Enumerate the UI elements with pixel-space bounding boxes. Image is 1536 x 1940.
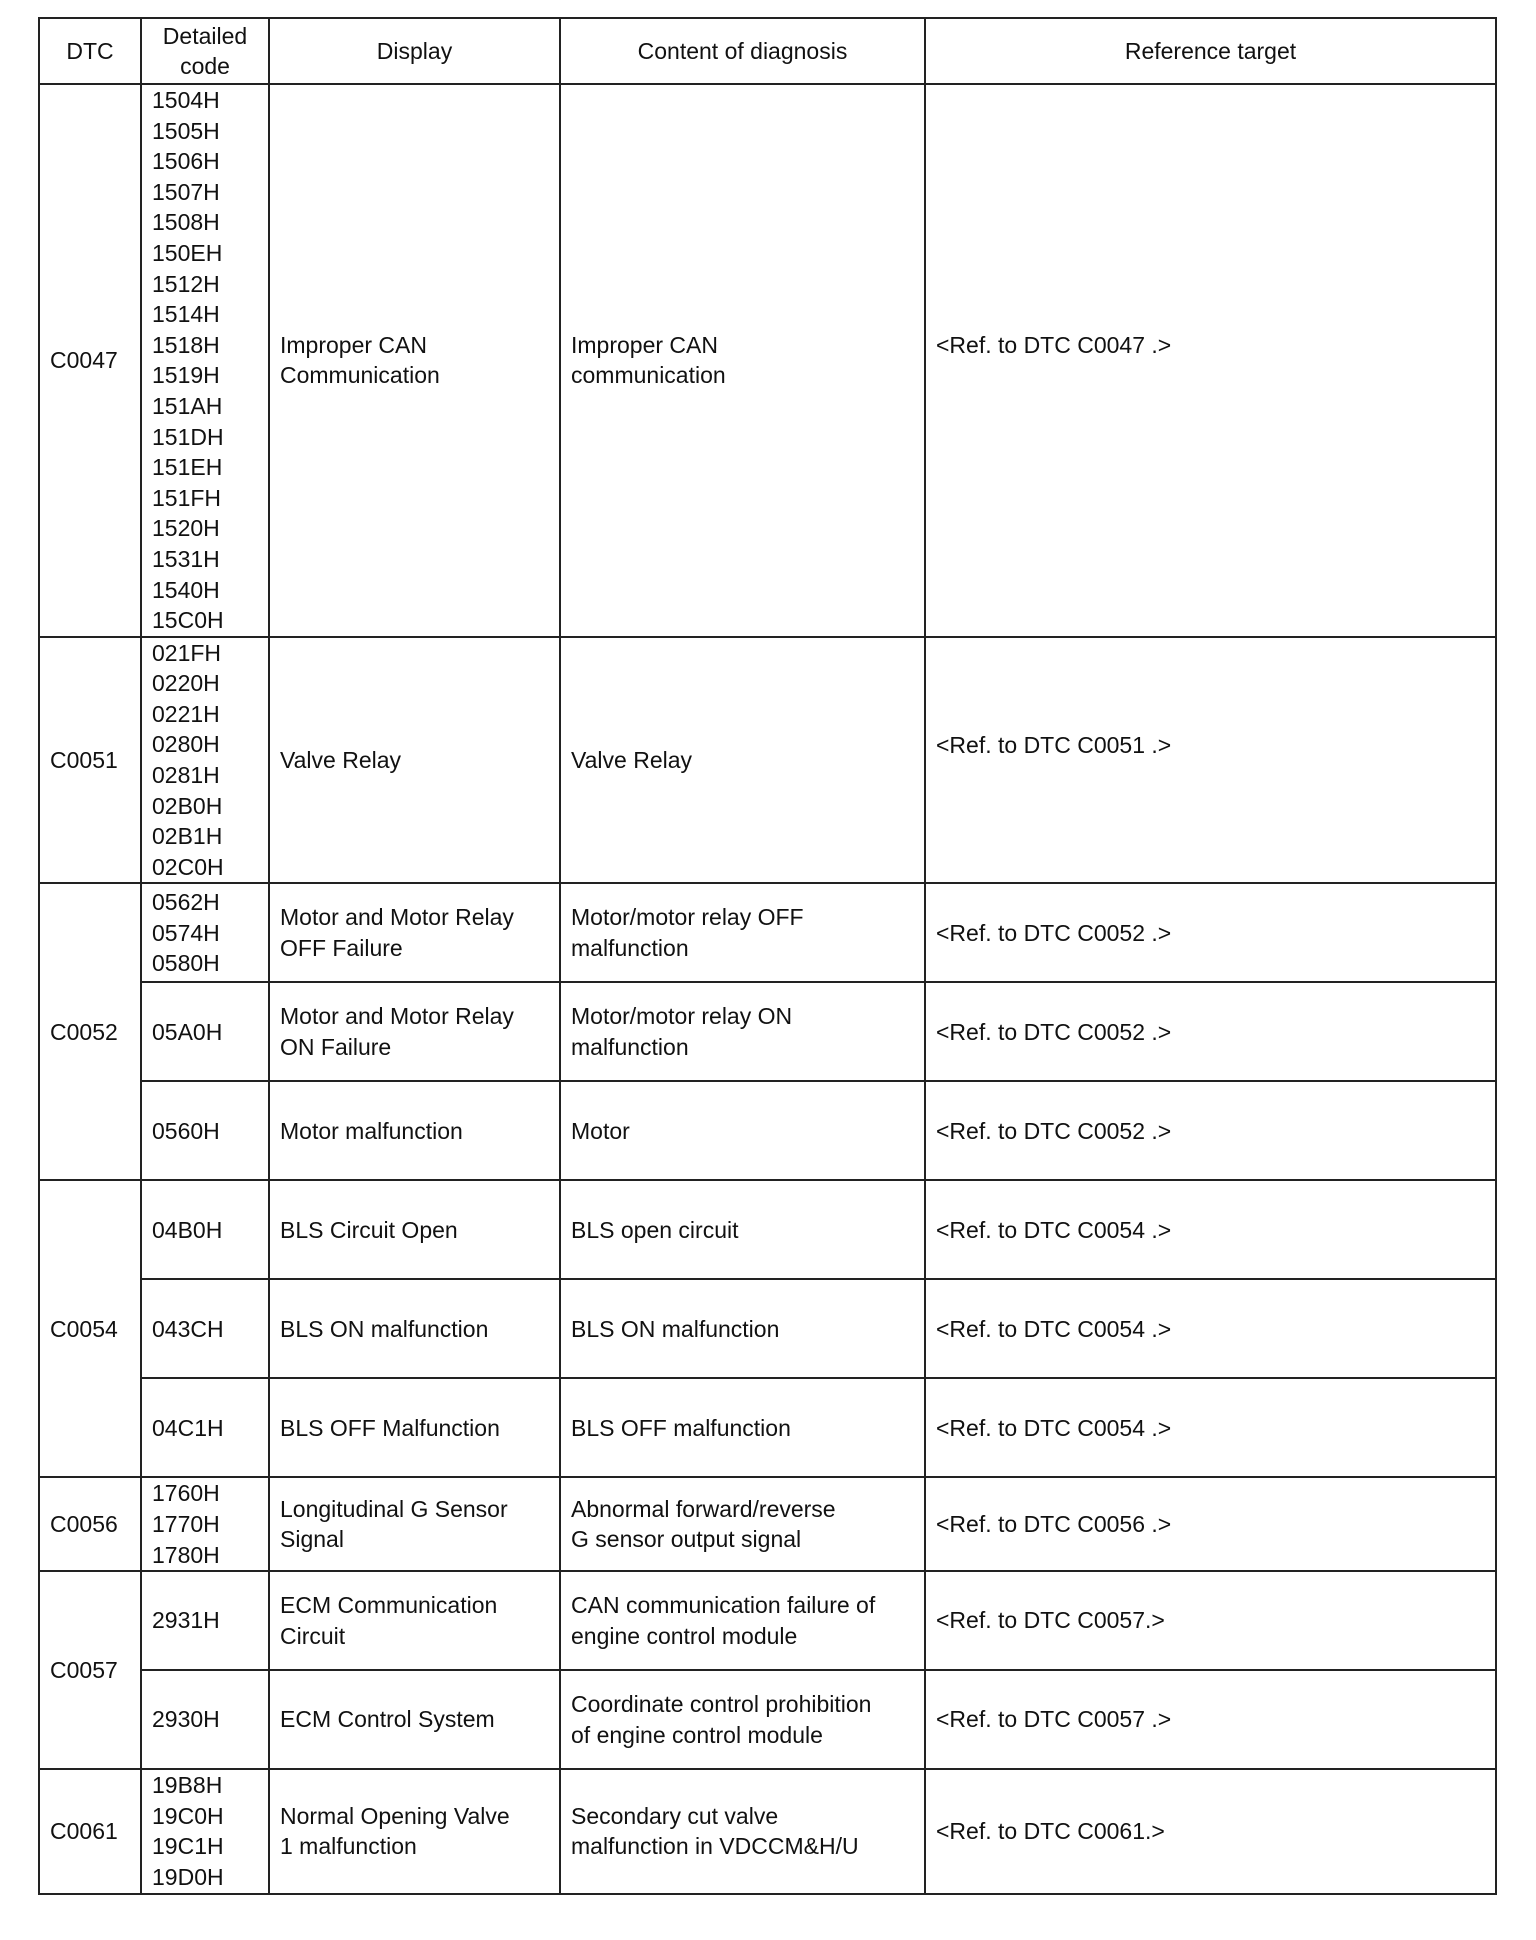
diagnosis-content bbox=[560, 1477, 925, 1571]
detailed-code-line: 1518H bbox=[152, 331, 220, 358]
reference-link[interactable]: <Ref. to DTC C0051 .> bbox=[925, 637, 1496, 884]
diagnosis-content-line: Secondary cut valve bbox=[571, 1802, 779, 1829]
diagnosis-content bbox=[560, 1279, 925, 1378]
detailed-code-line: 19D0H bbox=[152, 1864, 224, 1890]
diagnosis-content bbox=[560, 1180, 925, 1279]
header-row bbox=[39, 18, 1496, 84]
reference-link[interactable]: <Ref. to DTC C0056 .> bbox=[925, 1477, 1496, 1571]
display-text-line: Signal bbox=[280, 1526, 344, 1553]
table-row bbox=[39, 84, 1496, 637]
dtc-code: C0052 bbox=[39, 883, 141, 1180]
reference-link[interactable]: <Ref. to DTC C0061.> bbox=[925, 1769, 1496, 1893]
dtc-code: C0047 bbox=[39, 84, 141, 637]
diagnosis-content-line: of engine control module bbox=[571, 1721, 823, 1748]
display-text bbox=[269, 982, 560, 1081]
detailed-code bbox=[141, 637, 269, 884]
display-text bbox=[269, 1081, 560, 1180]
detailed-code-line: 1506H bbox=[152, 148, 220, 175]
diagnosis-content bbox=[560, 1378, 925, 1477]
display-text-line: Circuit bbox=[280, 1622, 346, 1649]
display-text-line: Motor and Motor Relay bbox=[280, 904, 514, 931]
detailed-code-line: 0562H bbox=[152, 889, 220, 916]
dtc-code: C0061 bbox=[39, 1769, 141, 1893]
detailed-code-line: 151FH bbox=[152, 484, 222, 511]
diagnosis-content-line: malfunction bbox=[571, 1033, 689, 1060]
display-text-line: Motor malfunction bbox=[280, 1117, 463, 1144]
detailed-code-line: 2931H bbox=[152, 1607, 220, 1634]
detailed-code-line: 1780H bbox=[152, 1541, 220, 1568]
table-row bbox=[39, 883, 1496, 982]
display-text bbox=[269, 1180, 560, 1279]
display-text bbox=[269, 1378, 560, 1477]
diagnosis-content bbox=[560, 84, 925, 637]
display-text-line: OFF Failure bbox=[280, 934, 403, 961]
detailed-code-line: 0220H bbox=[152, 670, 220, 697]
diagnosis-content bbox=[560, 1081, 925, 1180]
detailed-code-line: 02B0H bbox=[152, 792, 223, 819]
detailed-code bbox=[141, 1769, 269, 1893]
display-text-line: Normal Opening Valve bbox=[280, 1802, 510, 1829]
display-text bbox=[269, 1477, 560, 1571]
detailed-code-line: 0280H bbox=[152, 731, 220, 758]
detailed-code-line: 1540H bbox=[152, 576, 220, 603]
diagnosis-content bbox=[560, 982, 925, 1081]
diagnosis-content-line: BLS OFF malfunction bbox=[571, 1414, 791, 1441]
header-content: Content of diagnosis bbox=[560, 18, 925, 84]
reference-link[interactable]: <Ref. to DTC C0057.> bbox=[925, 1571, 1496, 1670]
detailed-code-line: 1520H bbox=[152, 515, 220, 542]
table-row bbox=[39, 1670, 1496, 1769]
diagnosis-content-line: engine control module bbox=[571, 1622, 798, 1649]
header-reference: Reference target bbox=[925, 18, 1496, 84]
display-text bbox=[269, 637, 560, 884]
diagnosis-content bbox=[560, 637, 925, 884]
display-text-line: ECM Communication bbox=[280, 1592, 498, 1619]
display-text-line: Motor and Motor Relay bbox=[280, 1003, 514, 1030]
detailed-code bbox=[141, 1378, 269, 1477]
table-row bbox=[39, 1081, 1496, 1180]
dtc-code: C0056 bbox=[39, 1477, 141, 1571]
diagnosis-content-line: BLS ON malfunction bbox=[571, 1315, 780, 1342]
header-detailed-code-line2: code bbox=[180, 53, 230, 79]
display-text bbox=[269, 1769, 560, 1893]
diagnosis-content-line: Improper CAN bbox=[571, 331, 718, 358]
dtc-table bbox=[38, 17, 1497, 1895]
display-text-line: Valve Relay bbox=[280, 746, 402, 773]
header-detailed-code-line1: Detailed bbox=[162, 23, 248, 49]
display-text bbox=[269, 883, 560, 982]
table-row bbox=[39, 982, 1496, 1081]
table-body bbox=[39, 84, 1496, 1894]
detailed-code bbox=[141, 1180, 269, 1279]
reference-link[interactable]: <Ref. to DTC C0054 .> bbox=[925, 1378, 1496, 1477]
diagnosis-content-line: malfunction in VDCCM&H/U bbox=[571, 1833, 859, 1860]
detailed-code-line: 1514H bbox=[152, 301, 220, 328]
header-dtc: DTC bbox=[39, 18, 141, 84]
header-display: Display bbox=[269, 18, 560, 84]
reference-link[interactable]: <Ref. to DTC C0047 .> bbox=[925, 84, 1496, 637]
diagnosis-content-line: Motor/motor relay OFF bbox=[571, 904, 804, 931]
table-row bbox=[39, 637, 1496, 884]
display-text-line: Communication bbox=[280, 362, 440, 389]
reference-link[interactable]: <Ref. to DTC C0057 .> bbox=[925, 1670, 1496, 1769]
diagnosis-content bbox=[560, 883, 925, 982]
display-text-line: ECM Control System bbox=[280, 1706, 495, 1733]
diagnosis-content-line: Motor/motor relay ON bbox=[571, 1003, 793, 1030]
detailed-code-line: 1505H bbox=[152, 117, 220, 144]
detailed-code bbox=[141, 982, 269, 1081]
detailed-code-line: 15C0H bbox=[152, 607, 224, 634]
display-text-line: ON Failure bbox=[280, 1033, 392, 1060]
display-text-line: 1 malfunction bbox=[280, 1833, 417, 1860]
diagnosis-content bbox=[560, 1571, 925, 1670]
diagnosis-content-line: Motor bbox=[571, 1117, 630, 1144]
detailed-code bbox=[141, 84, 269, 637]
display-text-line: Longitudinal G Sensor bbox=[280, 1495, 508, 1522]
detailed-code-line: 043CH bbox=[152, 1315, 224, 1342]
detailed-code-line: 02B1H bbox=[152, 823, 223, 850]
detailed-code-line: 1519H bbox=[152, 362, 220, 389]
table-row bbox=[39, 1180, 1496, 1279]
reference-link[interactable]: <Ref. to DTC C0052 .> bbox=[925, 1081, 1496, 1180]
detailed-code-line: 19C0H bbox=[152, 1802, 224, 1829]
diagnosis-content-line: BLS open circuit bbox=[571, 1216, 739, 1243]
detailed-code-line: 0281H bbox=[152, 762, 220, 789]
detailed-code-line: 151AH bbox=[152, 392, 223, 419]
display-text-line: BLS Circuit Open bbox=[280, 1216, 458, 1243]
detailed-code-line: 2930H bbox=[152, 1706, 220, 1733]
table-row bbox=[39, 1279, 1496, 1378]
display-text bbox=[269, 1670, 560, 1769]
detailed-code-line: 021FH bbox=[152, 639, 222, 666]
detailed-code-line: 04B0H bbox=[152, 1216, 223, 1243]
reference-link[interactable]: <Ref. to DTC C0052 .> bbox=[925, 883, 1496, 982]
diagnosis-content-line: communication bbox=[571, 362, 726, 389]
diagnosis-content-line: Valve Relay bbox=[571, 746, 693, 773]
diagnosis-content-line: Coordinate control prohibition bbox=[571, 1691, 872, 1718]
detailed-code bbox=[141, 1571, 269, 1670]
display-text bbox=[269, 1571, 560, 1670]
dtc-code: C0051 bbox=[39, 637, 141, 884]
display-text-line: BLS OFF Malfunction bbox=[280, 1414, 500, 1441]
detailed-code-line: 05A0H bbox=[152, 1018, 223, 1045]
display-text-line: Improper CAN bbox=[280, 331, 427, 358]
diagnosis-content-line: G sensor output signal bbox=[571, 1526, 802, 1553]
reference-link[interactable]: <Ref. to DTC C0052 .> bbox=[925, 982, 1496, 1081]
detailed-code-line: 1770H bbox=[152, 1511, 220, 1538]
detailed-code-line: 151DH bbox=[152, 423, 224, 450]
detailed-code-line: 1531H bbox=[152, 545, 220, 572]
diagnosis-content bbox=[560, 1670, 925, 1769]
diagnosis-content-line: malfunction bbox=[571, 934, 689, 961]
table-row bbox=[39, 1378, 1496, 1477]
detailed-code bbox=[141, 1279, 269, 1378]
detailed-code-line: 0221H bbox=[152, 700, 220, 727]
detailed-code-line: 1512H bbox=[152, 270, 220, 297]
detailed-code-line: 02C0H bbox=[152, 853, 224, 880]
header-detailed-code bbox=[141, 18, 269, 84]
display-text-line: BLS ON malfunction bbox=[280, 1315, 489, 1342]
detailed-code bbox=[141, 1081, 269, 1180]
detailed-code-line: 04C1H bbox=[152, 1414, 224, 1441]
detailed-code-line: 1507H bbox=[152, 178, 220, 205]
detailed-code-line: 0560H bbox=[152, 1117, 220, 1144]
dtc-code: C0054 bbox=[39, 1180, 141, 1477]
diagnosis-content bbox=[560, 1769, 925, 1893]
display-text bbox=[269, 1279, 560, 1378]
diagnosis-content-line: CAN communication failure of bbox=[571, 1592, 876, 1619]
detailed-code-line: 19B8H bbox=[152, 1772, 223, 1799]
reference-link[interactable]: <Ref. to DTC C0054 .> bbox=[925, 1279, 1496, 1378]
diagnosis-content-line: Abnormal forward/reverse bbox=[571, 1495, 836, 1522]
reference-link[interactable]: <Ref. to DTC C0054 .> bbox=[925, 1180, 1496, 1279]
table-row bbox=[39, 1477, 1496, 1571]
detailed-code-line: 1760H bbox=[152, 1480, 220, 1507]
detailed-code-line: 1504H bbox=[152, 87, 220, 113]
detailed-code bbox=[141, 1670, 269, 1769]
table-row bbox=[39, 1571, 1496, 1670]
detailed-code-line: 0580H bbox=[152, 950, 220, 977]
detailed-code-line: 0574H bbox=[152, 919, 220, 946]
table-row bbox=[39, 1769, 1496, 1893]
dtc-code: C0057 bbox=[39, 1571, 141, 1769]
detailed-code bbox=[141, 1477, 269, 1571]
display-text bbox=[269, 84, 560, 637]
detailed-code-line: 1508H bbox=[152, 209, 220, 236]
detailed-code-line: 19C1H bbox=[152, 1833, 224, 1860]
detailed-code-line: 150EH bbox=[152, 239, 223, 266]
detailed-code bbox=[141, 883, 269, 982]
detailed-code-line: 151EH bbox=[152, 454, 223, 481]
